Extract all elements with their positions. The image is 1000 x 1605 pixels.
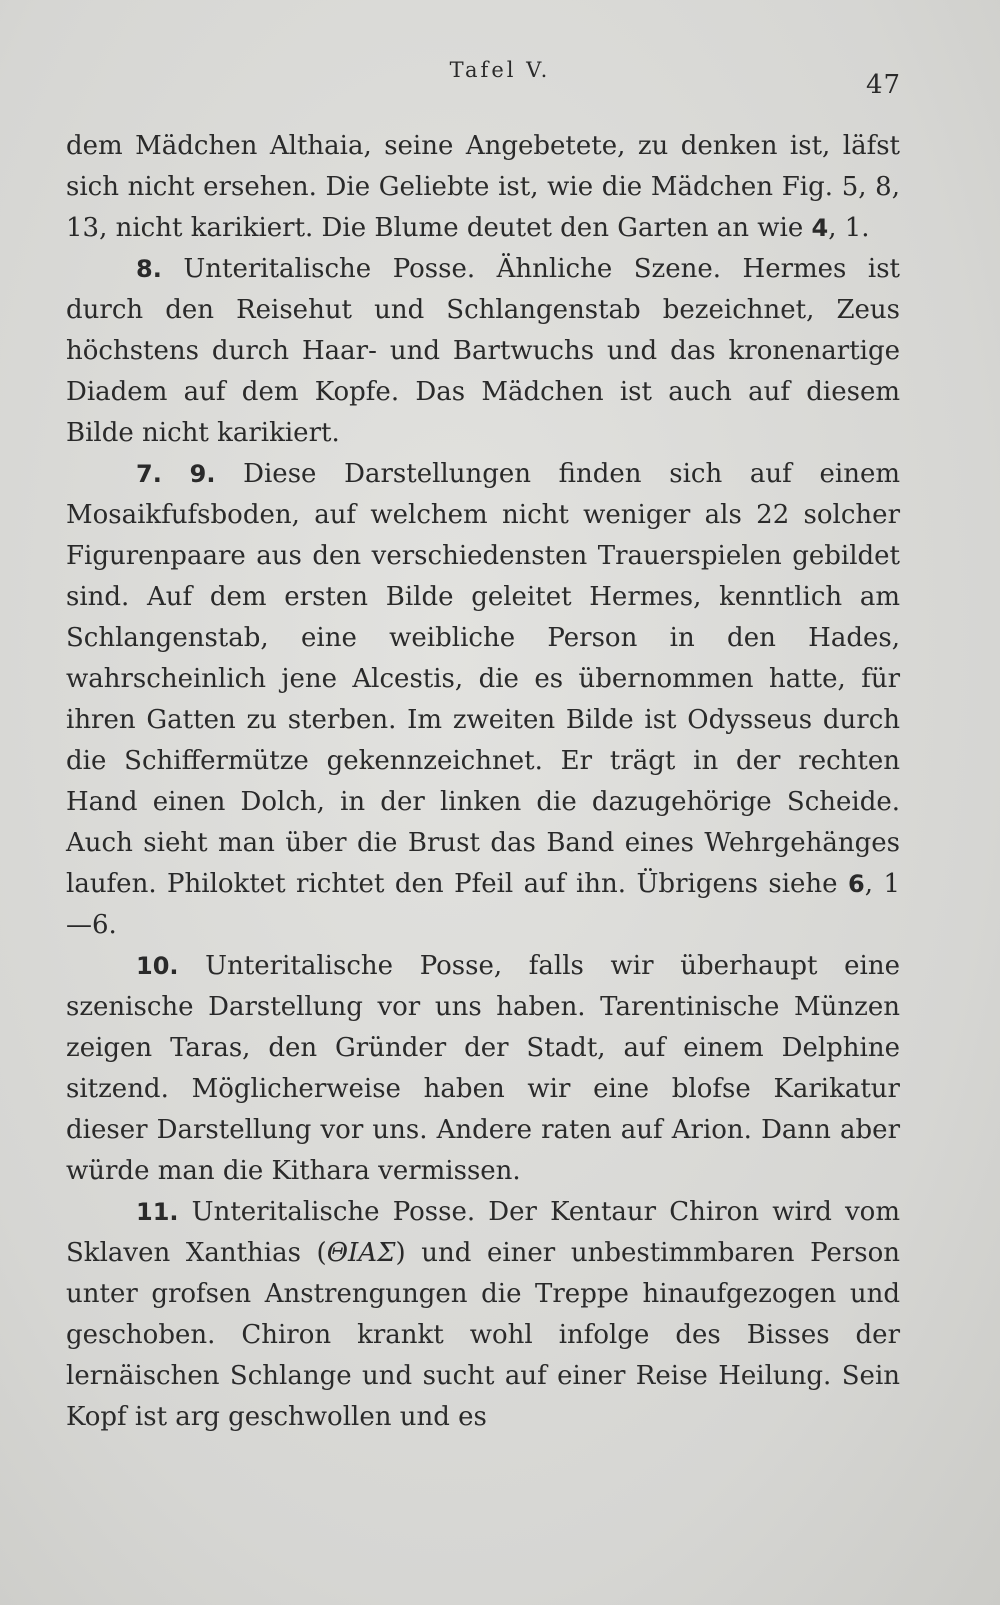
figure-number: 11. xyxy=(136,1198,179,1226)
paragraph-text: , 1. xyxy=(828,213,870,243)
figure-number: 7. 9. xyxy=(136,460,216,488)
paragraph-text: dem Mädchen Althaia, seine Angebetete, zu denken ist, läfst sich nicht ersehen. Die Geliebte ist, wie die Mädchen Fig. 5, 8, 13, nicht karikiert. Die Blume deutet den Garten an wie xyxy=(66,131,900,243)
page-number: 47 xyxy=(866,70,902,100)
paragraph-text: ) und einer unbestimmbaren Person unter grofsen Anstrengungen die Treppe hinaufgezogen und geschoben. Chiron krankt wohl infolge des Bisses der lernäischen Schlange und sucht auf einer Reise Heilung. Sein Kopf ist arg geschwollen und es xyxy=(66,1238,901,1432)
paragraph-text: Unteritalische Posse. Der Kentaur Chiron wird vom Sklaven Xanthias ( xyxy=(66,1197,900,1268)
figure-reference: 4 xyxy=(811,214,829,242)
paragraph-10 xyxy=(66,946,900,1192)
paragraph-8 xyxy=(66,249,900,454)
paragraph-7-9 xyxy=(66,454,900,946)
figure-number: 8. xyxy=(136,255,162,283)
paragraph-text: , 1—6. xyxy=(66,869,900,940)
paragraph-11 xyxy=(66,1192,900,1438)
body-text xyxy=(66,126,900,1438)
paragraph-text: Diese Darstellungen finden sich auf einem Mosaikfufsboden, auf welchem nicht weniger als 22 solcher Figurenpaare aus den verschiedensten Trauerspielen gebildet sind. Auf dem ersten Bilde geleitet Hermes, kenntlich am Schlangenstab, eine weibliche Person in den Hades, wahrscheinlich jene Alcestis, die es übernommen hatte, für ihren Gatten zu sterben. Im zweiten Bilde ist Odysseus durch die Schiffermütze gekennzeichnet. Er trägt in der rechten Hand einen Dolch, in der linken die dazugehörige Scheide. Auch sieht man über die Brust das Band eines Wehrgehänges laufen. Philoktet richtet den Pfeil auf ihn. Übrigens siehe xyxy=(66,459,900,899)
paragraph-text: Unteritalische Posse. Ähnliche Szene. Hermes ist durch den Reisehut und Schlangenstab bezeichnet, Zeus höchstens durch Haar- und Bartwuchs und das kronenartige Diadem auf dem Kopfe. Das Mädchen ist auch auf diesem Bilde nicht karikiert. xyxy=(66,254,900,448)
figure-reference: 6 xyxy=(848,870,865,898)
running-title: Tafel V. xyxy=(449,58,551,82)
paragraph-continued xyxy=(66,126,900,249)
figure-number: 10. xyxy=(136,952,179,980)
paragraph-text: Unteritalische Posse, falls wir überhaupt eine szenische Darstellung vor uns haben. Tarentinische Münzen zeigen Taras, den Gründer der Stadt, auf einem Delphine sitzend. Möglicherweise haben wir eine blofse Karikatur dieser Darstellung vor uns. Andere raten auf Arion. Dann aber würde man die Kithara vermissen. xyxy=(66,951,900,1186)
greek-inscription: ΘΙΑΣ xyxy=(326,1238,396,1268)
